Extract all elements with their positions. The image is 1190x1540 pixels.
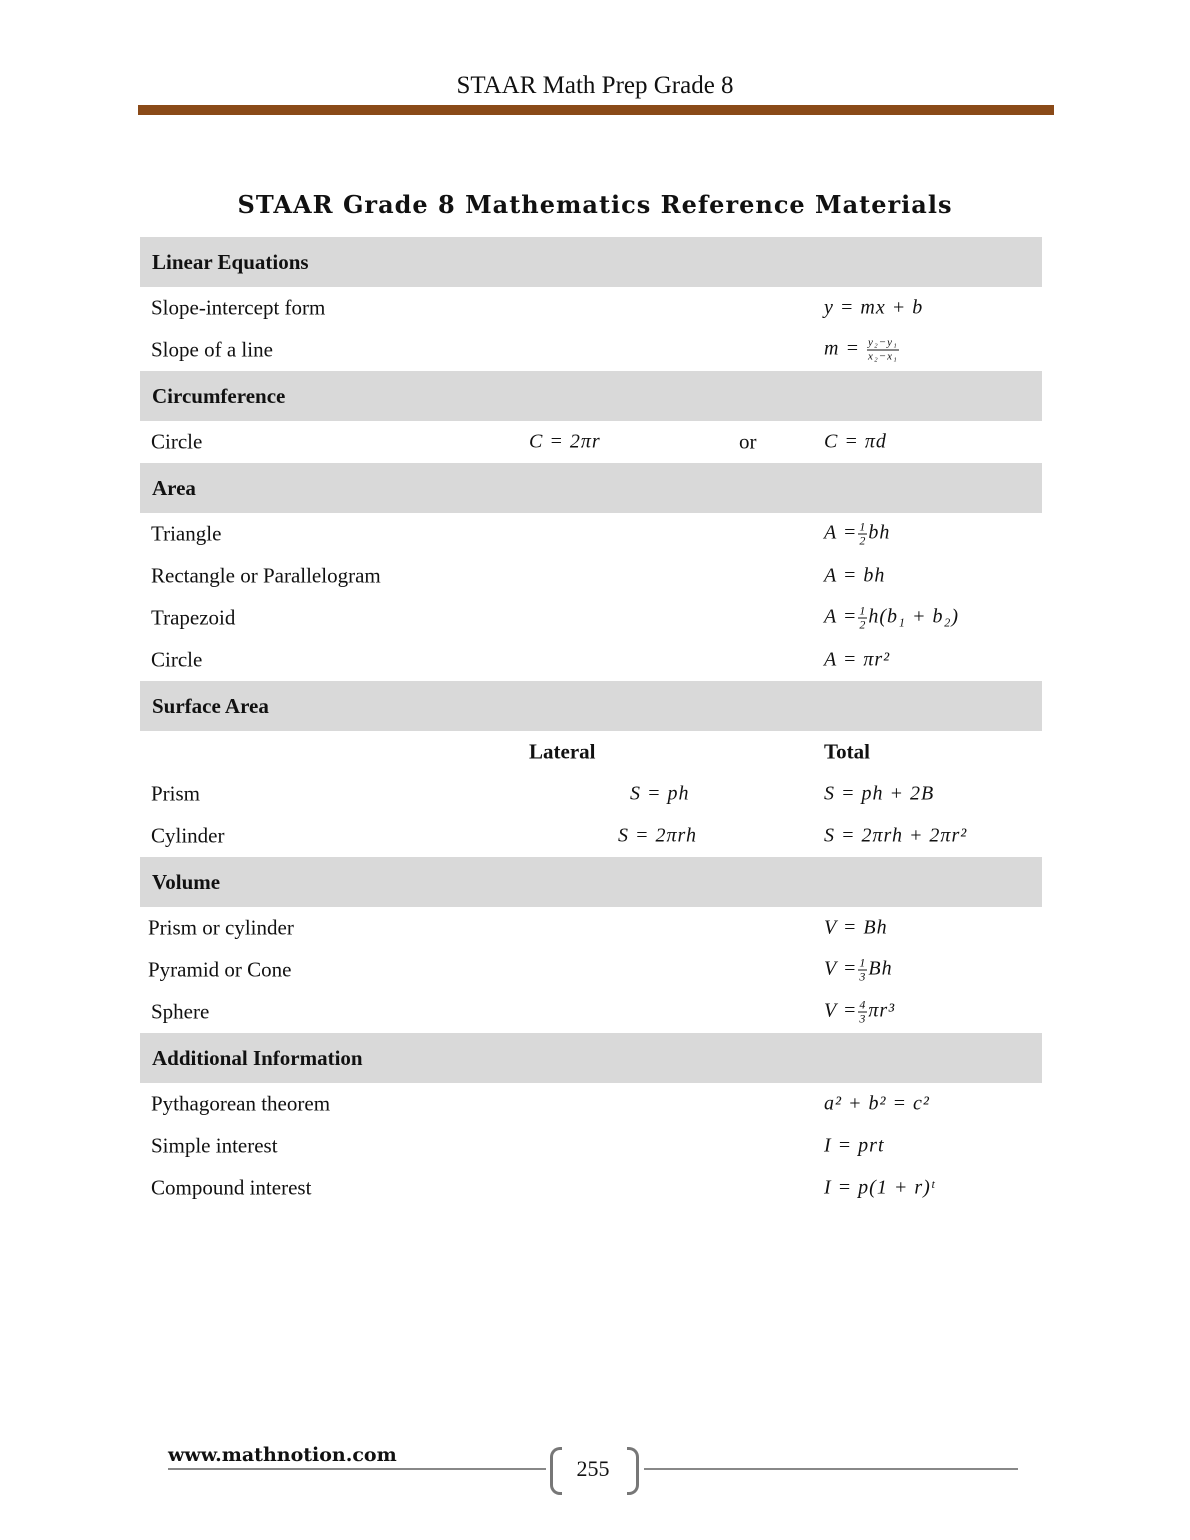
formula: I = p(1 + r)ᵗ: [824, 1176, 936, 1199]
row-label: Prism or cylinder: [148, 915, 294, 940]
row-label: Compound interest: [151, 1175, 312, 1200]
row-rectangle: [140, 555, 1042, 597]
row-label: Simple interest: [151, 1133, 278, 1158]
formula: V = Bh: [824, 916, 888, 939]
row-label: Pyramid or Cone: [148, 957, 292, 982]
row-slope-intercept: [140, 287, 1042, 329]
row-compound-interest: [140, 1167, 1042, 1209]
section-linear-equations: [140, 237, 1042, 287]
total-formula: S = ph + 2B: [824, 782, 935, 805]
numerator: y₂−y₁: [867, 336, 898, 349]
reference-table: [140, 237, 1042, 1209]
row-label: Trapezoid: [151, 605, 236, 630]
formula: y = mx + b: [824, 296, 924, 319]
lateral-header: Lateral: [529, 739, 596, 764]
row-pyramid-volume: [140, 949, 1042, 991]
or-text: or: [739, 429, 757, 454]
footer-url-link[interactable]: www.mathnotion.com: [168, 1444, 397, 1466]
row-label: Slope of a line: [151, 337, 273, 362]
row-label: Circle: [151, 647, 203, 672]
row-slope: [140, 329, 1042, 371]
formula-lhs: A =: [824, 605, 858, 628]
formula-lhs: m =: [824, 337, 860, 360]
fraction: [858, 521, 867, 548]
formula: [824, 521, 890, 548]
denominator: x₂−x₁: [867, 350, 898, 363]
row-label: Pythagorean theorem: [151, 1091, 331, 1116]
row-label: Cylinder: [151, 823, 225, 848]
section-heading: Area: [152, 475, 196, 500]
running-header: STAAR Math Prep Grade 8: [456, 72, 734, 99]
row-label: Prism: [151, 781, 201, 806]
page-title: STAAR Grade 8 Mathematics Reference Materials: [237, 190, 953, 219]
row-label: Triangle: [151, 521, 222, 546]
row-circle-circumference: [140, 421, 1042, 463]
lateral-formula: S = ph: [630, 782, 690, 805]
page-number-bracket-right: [627, 1447, 639, 1495]
row-label: Circle: [151, 429, 203, 454]
formula: [824, 999, 895, 1026]
row-pythagorean: [140, 1083, 1042, 1125]
row-prism-surface: [140, 773, 1042, 815]
formula: A = πr²: [824, 648, 891, 671]
numerator: 1: [859, 955, 867, 970]
formula: C = 2πr: [529, 430, 601, 453]
section-surface-area: [140, 681, 1042, 731]
total-formula: S = 2πrh + 2πr²: [824, 824, 968, 847]
row-surface-headers: [140, 731, 1042, 773]
row-sphere-volume: [140, 991, 1042, 1033]
formula: [824, 957, 893, 984]
section-heading: Circumference: [152, 383, 286, 408]
row-prism-volume: [140, 907, 1042, 949]
page-number: 255: [576, 1456, 610, 1481]
denominator: 2: [859, 533, 867, 548]
footer-rule-right: [644, 1468, 1018, 1470]
fraction: [867, 337, 899, 364]
formula: a² + b² = c²: [824, 1092, 930, 1115]
row-label: Sphere: [151, 999, 210, 1024]
row-trapezoid: [140, 597, 1042, 639]
row-label: Rectangle or Parallelogram: [151, 563, 381, 588]
section-volume: [140, 857, 1042, 907]
row-label: Slope-intercept form: [151, 295, 326, 320]
numerator: 4: [859, 997, 867, 1012]
formula: A = bh: [824, 564, 886, 587]
row-circle-area: [140, 639, 1042, 681]
row-cylinder-surface: [140, 815, 1042, 857]
formula: [824, 337, 900, 364]
formula: C = πd: [824, 430, 887, 453]
formula-lhs: A =: [824, 521, 858, 544]
section-heading: Volume: [152, 869, 221, 894]
formula-rest: h(b₁ + b₂): [868, 605, 960, 628]
section-additional-information: [140, 1033, 1042, 1083]
formula: I = prt: [824, 1134, 885, 1157]
section-area: [140, 463, 1042, 513]
formula-rest: Bh: [868, 957, 893, 980]
formula-lhs: V =: [824, 957, 858, 980]
formula: [824, 605, 959, 632]
denominator: 3: [859, 1011, 867, 1026]
section-heading: Additional Information: [152, 1045, 363, 1070]
total-header: Total: [824, 739, 870, 764]
formula-rest: bh: [868, 521, 891, 544]
footer-rule-left: [168, 1468, 546, 1470]
header-rule: [138, 105, 1054, 115]
section-circumference: [140, 371, 1042, 421]
numerator: 1: [859, 603, 867, 618]
denominator: 3: [859, 969, 867, 984]
section-heading: Surface Area: [152, 693, 269, 718]
row-simple-interest: [140, 1125, 1042, 1167]
formula-lhs: V =: [824, 999, 858, 1022]
fraction: [858, 605, 867, 632]
row-triangle: [140, 513, 1042, 555]
lateral-formula: S = 2πrh: [618, 824, 697, 847]
fraction: [858, 957, 867, 984]
fraction: [858, 999, 867, 1026]
formula-rest: πr³: [868, 999, 896, 1022]
denominator: 2: [859, 617, 867, 632]
section-heading: Linear Equations: [152, 249, 309, 274]
numerator: 1: [859, 519, 867, 534]
